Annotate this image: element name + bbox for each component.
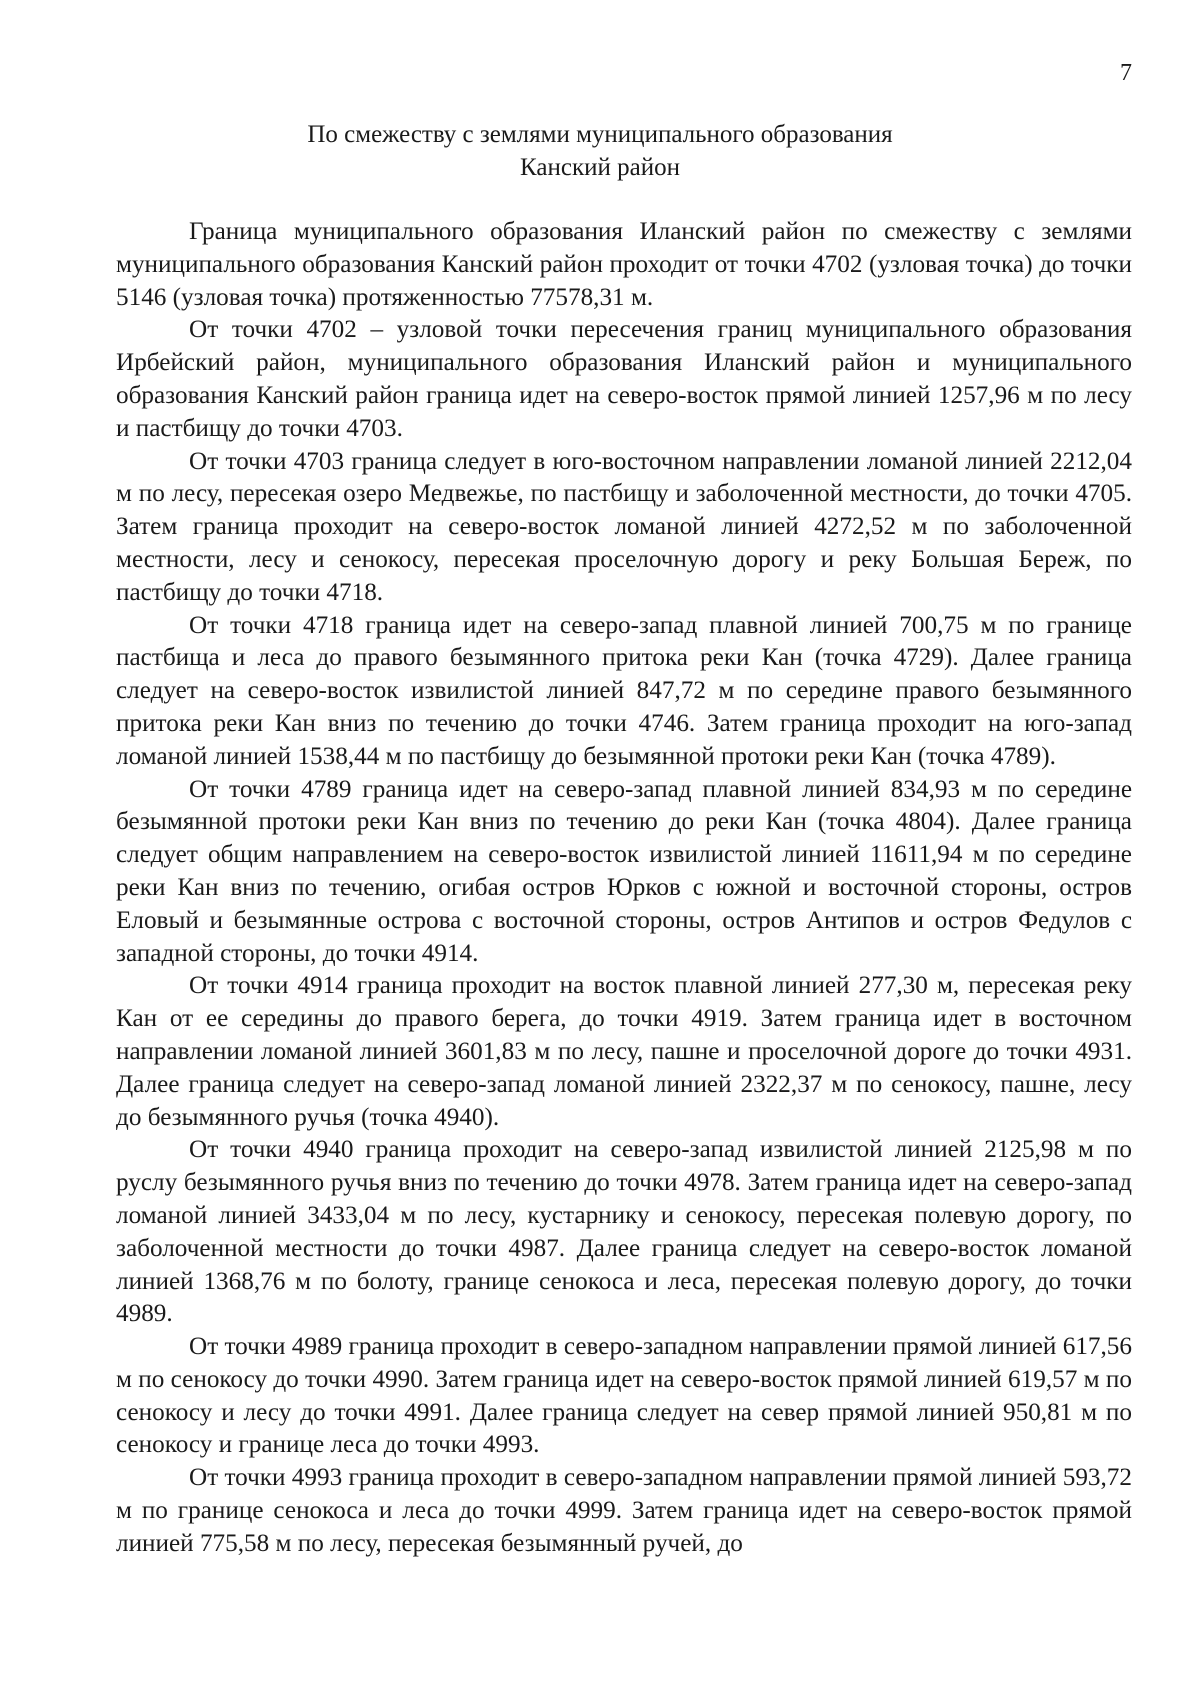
paragraph: Граница муниципального образования Иланский район по смежеству с землями муниципального образования Канский район проходит от точки 4702 (узловая точка) до точки 5146 (узловая точка) протяженностью 77578,31 м. — [116, 218, 1132, 311]
paragraph: От точки 4993 граница проходит в северо-западном направлении прямой линией 593,72 м по границе сенокоса и леса до точки 4999. Затем граница идет на северо-восток прямой линией 775,58 м по лесу, пересекая безымянный ручей, до — [116, 1464, 1132, 1557]
document-body — [116, 216, 1132, 1561]
paragraph: От точки 4914 граница проходит на восток плавной линией 277,30 м, пересекая реку Кан от ее середины до правого берега, до точки 4919. Затем граница идет в восточном направлении ломаной линией 3601,83 м по лесу, пашне и проселочной дороге до точки 4931. Далее граница следует на северо-запад ломаной линией 2322,37 м по сенокосу, пашне, лесу до безымянного ручья (точка 4940). — [116, 972, 1132, 1131]
section-title — [0, 118, 1200, 184]
section-title-line-1: По смежеству с землями муниципального образования — [307, 121, 893, 148]
section-title-line-2: Канский район — [520, 154, 680, 181]
paragraph: От точки 4989 граница проходит в северо-западном направлении прямой линией 617,56 м по сенокосу до точки 4990. Затем граница идет на северо-восток прямой линией 619,57 м по сенокосу и лесу до точки 4991. Далее граница следует на север прямой линией 950,81 м по сенокосу и границе леса до точки 4993. — [116, 1333, 1132, 1459]
paragraph: От точки 4789 граница идет на северо-запад плавной линией 834,93 м по середине безымянной протоки реки Кан вниз по течению до реки Кан (точка 4804). Далее граница следует общим направлением на северо-восток извилистой линией 11611,94 м по середине реки Кан вниз по течению, огибая остров Юрков с южной и восточной стороны, остров Еловый и безымянные острова с восточной стороны, остров Антипов и остров Федулов с западной стороны, до точки 4914. — [116, 775, 1132, 967]
paragraph: От точки 4718 граница идет на северо-запад плавной линией 700,75 м по границе пастбища и леса до правого безымянного притока реки Кан (точка 4729). Далее граница следует на северо-восток извилистой линией 847,72 м по середине правого безымянного притока реки Кан вниз по течению до точки 4746. Затем граница проходит на юго-запад ломаной линией 1538,44 м по пастбищу до безымянной протоки реки Кан (точка 4789). — [116, 611, 1132, 770]
paragraph: От точки 4702 – узловой точки пересечения границ муниципального образования Ирбейский район, муниципального образования Иланский район и муниципального образования Канский район граница идет на северо-восток прямой линией 1257,96 м по лесу и пастбищу до точки 4703. — [116, 316, 1132, 442]
paragraph: От точки 4703 граница следует в юго-восточном направлении ломаной линией 2212,04 м по лесу, пересекая озеро Медвежье, по пастбищу и заболоченной местности, до точки 4705. Затем граница проходит на северо-восток ломаной линией 4272,52 м по заболоченной местности, лесу и сенокосу, пересекая проселочную дорогу и реку Большая Береж, по пастбищу до точки 4718. — [116, 447, 1132, 606]
page-number: 7 — [1120, 60, 1132, 86]
paragraph: От точки 4940 граница проходит на северо-запад извилистой линией 2125,98 м по руслу безымянного ручья вниз по течению до точки 4978. Затем граница идет на северо-запад ломаной линией 3433,04 м по лесу, кустарнику и сенокосу, пересекая полевую дорогу, по заболоченной местности до точки 4987. Далее граница следует на северо-восток ломаной линией 1368,76 м по болоту, границе сенокоса и леса, пересекая полевую дорогу, до точки 4989. — [116, 1136, 1132, 1328]
